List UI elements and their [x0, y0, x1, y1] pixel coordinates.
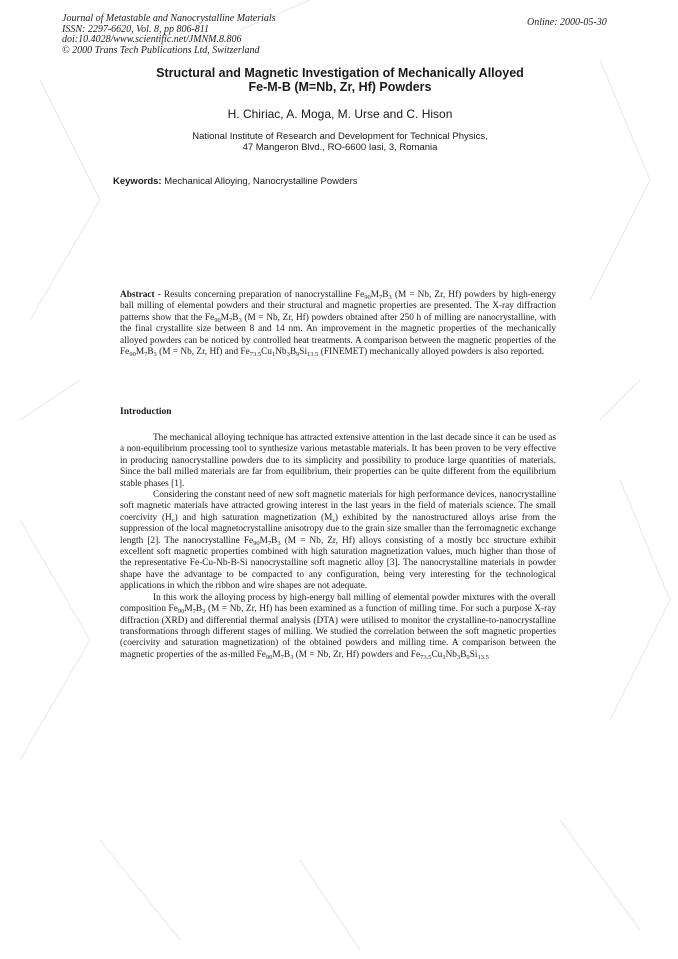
paragraph-text: (M = Nb, Zr, Hf) has been examined as a function of milling time. For such a purpose X-ray diffraction (XRD) and differential thermal analysis (DTA) were utilised to monitor the crystalline-to-nanocrystalline transformations through different stages of milling. We studied the correlation between the soft magnetic properties (coercivity and saturation magnetization) of the obtained powders and milling time. A comparison between the magnetic properties of the as-milled Fe: [120, 604, 556, 660]
subscript: 1: [271, 351, 276, 359]
paragraph-text: Si: [469, 649, 478, 660]
subscript: 13.5: [307, 351, 319, 359]
paragraph-text: Nb: [445, 649, 457, 660]
abstract-text: Nb: [275, 347, 287, 358]
intro-paragraph-1: The mechanical alloying technique has attracted extensive attention in the last decade since it can be used as a non-equilibrium processing tool to synthesize various metastable materials. It has been proven to be very effective in producing nanocrystalline powders due to its simplicity and possibility to produce large quantities of materials. Since the ball milled materials are far from equilibrium, their properties can be quite different from the equilibrium stable phases [1].: [120, 433, 556, 489]
subscript: 73.5: [249, 351, 262, 359]
subscript: 7: [144, 351, 148, 359]
affiliation-line-2: 47 Mangeron Blvd., RO-6600 Iasi, 3, Romania: [242, 142, 438, 153]
subscript: 9: [296, 351, 300, 359]
issn-line: ISSN: 2297-6620, Vol. 8, pp 806-811: [62, 23, 210, 35]
abstract-text: Si: [299, 347, 308, 358]
subscript: 7: [267, 539, 272, 547]
introduction-heading: Introduction: [120, 407, 172, 417]
subscript: 9: [466, 653, 470, 661]
paragraph-text: M: [272, 649, 281, 660]
keywords: [113, 176, 357, 187]
introduction-body: [120, 433, 556, 661]
abstract-text: (FINEMET) mechanically alloyed powders is also reported.: [320, 347, 545, 358]
abstract-text: (M = Nb, Zr, Hf) powders obtained after 250 h of milling are nanocrystalline, with the final crystallite size between 8 and 14 nm. An improvement in the magnetic properties of the mechanically alloyed powders can be noticed by controlled heat treatments. A comparison between the magnetic properties of the Fe: [120, 312, 557, 358]
paragraph-text: Cu: [431, 649, 443, 660]
doi-line: doi:10.4028/www.scientific.net/JMNM.8.806: [62, 34, 242, 45]
abstract-text: B: [289, 347, 297, 358]
subscript: 90: [265, 653, 273, 661]
abstract-text: B: [382, 290, 389, 300]
subscript: 3: [456, 653, 461, 661]
subscript: 3: [388, 294, 392, 301]
copyright-line: © 2000 Trans Tech Publications Ltd, Switzerland: [62, 44, 260, 56]
online-date: Online: 2000-05-30: [527, 17, 607, 28]
subscript: 7: [229, 316, 233, 324]
paragraph-text: ) exhibited by the nanostructured alloys arise from the suppression of the local magnetocrystalline anisotropy due to the grain size smaller than the ferromagnetic exchange length [2]. The nanocrystalline Fe: [120, 512, 556, 546]
paragraph-text: M: [184, 604, 193, 615]
subscript: s: [332, 516, 335, 524]
author-list: H. Chiriac, A. Moga, M. Urse and C. Hison: [227, 107, 453, 121]
paragraph-text: (M = Nb, Zr, Hf) alloys consisting of a mostly bcc structure exhibit excellent soft magnetic properties combined with high saturation magnetization values, much higher than those of the representative Fe-Cu-Nb-B-Si nanocrystalline soft magnetic alloy [3]. The nanocrystalline materials in powder shape have the advantage to be compacted to any configuration, being very interesting for the technological applications in which the ribbon and wire shapes are not adequate.: [120, 535, 556, 592]
subscript: 13.5: [477, 653, 489, 661]
paragraph-text: In this work the alloying process by high-energy ball milling of elemental powder mixtures with the overall composition Fe: [120, 592, 556, 615]
abstract-text: B: [147, 347, 154, 358]
affiliation-line-1: National Institute of Research and Development for Technical Physics,: [192, 131, 488, 142]
subscript: 90: [129, 351, 136, 359]
subscript: 90: [214, 316, 221, 324]
paragraph-text: (M = Nb, Zr, Hf) powders and Fe: [295, 649, 421, 660]
paper-title: [100, 66, 580, 94]
journal-name: Journal of Metastable and Nanocrystalline Materials: [62, 13, 276, 24]
abstract-text: Results concerning preparation of nanocrystalline Fe: [163, 290, 365, 300]
journal-header: [62, 14, 382, 56]
paragraph-text: B: [460, 649, 467, 660]
keywords-label: Keywords:: [113, 176, 162, 187]
subscript: 3: [238, 316, 242, 324]
intro-paragraph-3: [120, 593, 556, 661]
paragraph-text: B: [283, 649, 291, 660]
intro-paragraph-2: [120, 490, 556, 593]
abstract-text: B: [232, 312, 239, 323]
paragraph-text: B: [195, 604, 203, 615]
abstract-text: M: [220, 312, 230, 323]
subscript: 3: [202, 608, 206, 616]
subscript: 90: [253, 539, 260, 547]
paragraph-text: M: [259, 535, 268, 546]
subscript: c: [171, 516, 175, 524]
abstract: [120, 290, 556, 358]
subscript: 7: [192, 608, 196, 616]
abstract-label: Abstract -: [120, 290, 161, 300]
title-line-1: Structural and Magnetic Investigation of Mechanically Alloyed: [156, 66, 524, 80]
subscript: 90: [177, 608, 185, 616]
subscript: 90: [364, 294, 371, 301]
subscript: 7: [280, 653, 284, 661]
title-line-2: Fe-M-B (M=Nb, Zr, Hf) Powders: [248, 80, 432, 94]
paragraph-text: B: [271, 535, 278, 546]
affiliation: [100, 131, 580, 153]
paragraph-text: ) and high saturation magnetization (M: [174, 512, 333, 523]
subscript: 3: [153, 351, 157, 359]
keywords-text: Mechanical Alloying, Nanocrystalline Powders: [164, 176, 358, 187]
subscript: 73.5: [420, 653, 432, 661]
paragraph-text: Considering the constant need of new soft magnetic materials for high performance devices, nanocrystalline soft magnetic materials have attracted growing interest in the last years in the field of materials science. The small coercivity (H: [120, 490, 556, 523]
abstract-text: M: [370, 290, 380, 300]
subscript: 3: [290, 653, 294, 661]
abstract-text: M: [135, 347, 145, 358]
subscript: 1: [442, 653, 446, 661]
abstract-text: (M = Nb, Zr, Hf) powders by high-energy ball milling of elemental powders and their structural and magnetic properties are presented. The X-ray diffraction patterns show that the Fe: [120, 290, 557, 323]
subscript: 7: [379, 294, 383, 301]
abstract-text: Cu: [261, 347, 272, 358]
subscript: 3: [277, 539, 281, 547]
subscript: 3: [286, 351, 290, 359]
abstract-text: (M = Nb, Zr, Hf) and Fe: [159, 347, 250, 358]
